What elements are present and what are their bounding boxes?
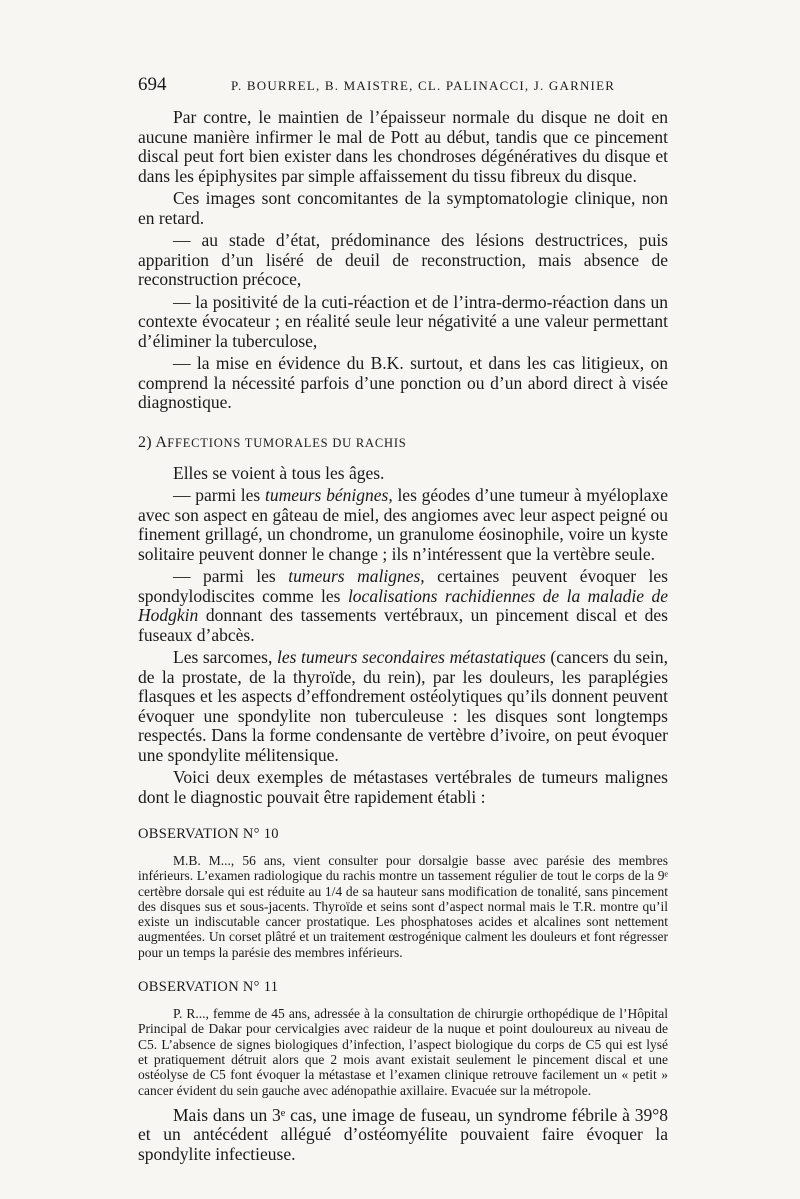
running-head: P. BOURREL, B. MAISTRE, CL. PALINACCI, J. GARNIER — [231, 78, 616, 93]
text-run: Les sarcomes, — [173, 647, 277, 667]
observation-text: M.B. M..., 56 ans, vient consulter pour dorsalgie basse avec parésie des membres inférieurs. L’examen radiologique du rachis montre un tassement régulier de tout le corps de la 9ᵉ certèbre dorsale qui est réduite au 1/4 de sa hauteur sans modification de tonalité, sans pincement des disques sus et sous-jacents. Thyroïde et seins sont d’aspect normal mais le T.R. montre qu’il existe un indiscutable cancer prostatique. Les phosphatoses acides et alcalines sont nettement augmentées. Un corset plâtré et un traitement œstrogénique calment les douleurs et font régresser pour un temps la parésie des membres inférieurs. — [138, 853, 668, 960]
text-run: les géodes d’une tumeur à myéloplaxe avec son aspect en gâteau de miel, des angiomes avec leur aspect peigné ou finement grillagé, un chondrome, un granulome éosinophile, voire un kyste solitaire peuvent donner le change ; ils n’intéressent que la vertèbre seule. — [138, 485, 668, 564]
list-item: — au stade d’état, prédominance des lésions destructrices, puis apparition d’un liséré de deuil de reconstruction, mais absence de reconstruction précoce, — [138, 230, 668, 289]
text-run: — parmi les — [173, 485, 265, 505]
section-title-initial: A — [155, 433, 168, 451]
section-heading — [138, 434, 668, 452]
page-header — [138, 74, 668, 98]
list-item — [138, 486, 668, 564]
emphasis: localisations rachidiennes de la maladie de Hodgkin — [138, 585, 668, 625]
paragraph — [138, 648, 668, 765]
paragraph: Par contre, le maintien de l’épaisseur normale du disque ne doit en aucune manière infirmer le mal de Pott au début, tandis que ce pincement discal peut fort bien exister dans les chondroses dégénératives du disque et dans les épiphysites par simple affaissement du tissu fibreux du disque. — [138, 107, 668, 186]
emphasis: tumeurs malignes, — [288, 566, 425, 586]
emphasis: les tumeurs secondaires métastatiques — [276, 647, 546, 667]
list-item: — la mise en évidence du B.K. surtout, et dans les cas litigieux, on comprend la nécessité parfois d’une ponction ou d’un abord direct à visée diagnostique. — [138, 353, 668, 412]
section-title-rest: FFECTIONS TUMORALES DU RACHIS — [167, 435, 407, 450]
emphasis: tumeurs bénignes, — [264, 485, 393, 505]
list-item: — la positivité de la cuti-réaction et de l’intra-dermo-réaction dans un contexte évocateur ; en réalité seule leur négativité a une valeur permettant d’éliminer la tuberculose, — [138, 291, 668, 351]
text-run: — parmi les — [173, 566, 289, 586]
closing-paragraph: Mais dans un 3ᵉ cas, une image de fuseau, un syndrome fébrile à 39°8 et un antécédent allégué d’ostéomyélite pouvaient faire évoquer la spondylite infectieuse. — [138, 1104, 668, 1164]
page-number: 694 — [138, 74, 167, 95]
paragraph: Elles se voient à tous les âges. — [173, 462, 385, 483]
page-body — [138, 108, 668, 1164]
paragraph: Ces images sont concomitantes de la symptomatologie clinique, non en retard. — [138, 188, 668, 228]
observation-title: OBSERVATION N° 11 — [138, 979, 279, 996]
section-number: 2) — [138, 433, 156, 451]
text-run: (cancers du sein, de la prostate, de la thyroïde, du rein), par les douleurs, les paraplégies flasques et les aspects d’effondrement ostéolytiques qu’ils donnent peuvent évoquer une spondylite non tuberculeuse : les disques sont longtemps respectés. Dans la forme condensante de vertèbre d’ivoire, on peut évoquer une spondylite mélitensique. — [138, 647, 668, 765]
paragraph: Voici deux exemples de métastases vertébrales de tumeurs malignes dont le diagnostic pouvait être rapidement établi : — [138, 767, 668, 807]
observation-title: OBSERVATION N° 10 — [138, 826, 279, 842]
observation-text: P. R..., femme de 45 ans, adressée à la consultation de chirurgie orthopédique de l’Hôpital Principal de Dakar pour cervicalgies avec raideur de la nuque et point douloureux au niveau de C5. L’absence de signes biologiques d’infection, l’aspect biologique du corps de C5 qui est lysé et pratiquement détruit alors que 2 mois avant existait seulement le pincement discal et une ostéolyse de C5 font évoquer la métastase et l’examen clinique retrouve facilement un « petit » cancer évident du sein gauche avec adénopathie axillaire. Evacuée sur la métropole. — [138, 1006, 668, 1098]
list-item — [138, 567, 668, 645]
text-run: certaines peuvent évoquer les spondylodiscites comme les — [138, 566, 668, 606]
text-run: donnant des tassements vertébraux, un pincement discal et des fuseaux d’abcès. — [138, 605, 668, 645]
